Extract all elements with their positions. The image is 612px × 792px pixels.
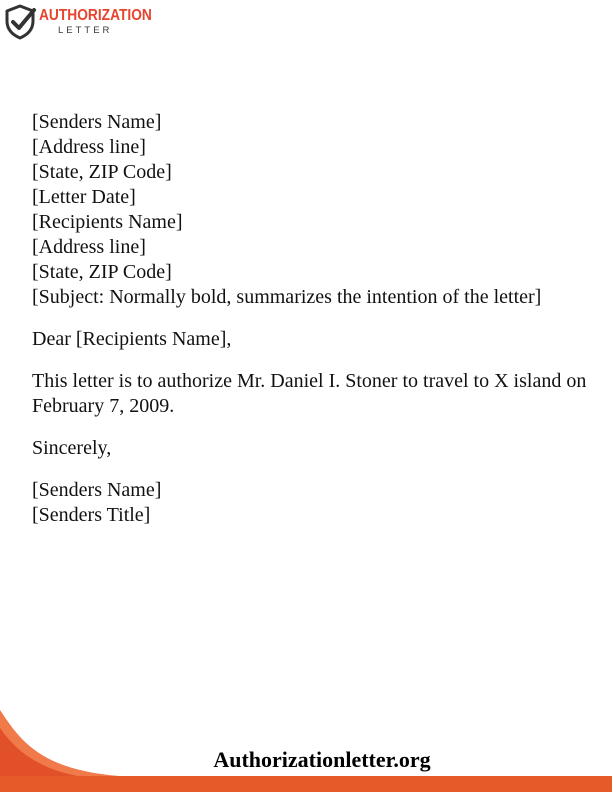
spacer <box>32 419 592 436</box>
brand-logo <box>3 4 152 40</box>
recipient-state-zip: [State, ZIP Code] <box>32 261 172 283</box>
signature-name: [Senders Name] <box>32 479 162 501</box>
subject-line: [Subject: Normally bold, summarizes the intention of the letter] <box>32 286 542 308</box>
recipient-address: [Address line] <box>32 236 146 258</box>
brand-name: AUTHORIZATION <box>39 7 152 24</box>
footer-band <box>0 776 612 792</box>
brand-subtitle: LETTER <box>58 25 113 36</box>
letter-body <box>32 110 592 528</box>
closing: Sincerely, <box>32 437 112 459</box>
footer-website: Authorizationletter.org <box>213 747 431 772</box>
sender-name: [Senders Name] <box>32 111 162 133</box>
recipient-name: [Recipients Name] <box>32 211 183 233</box>
shield-check-icon <box>3 4 37 40</box>
sender-address: [Address line] <box>32 136 146 158</box>
salutation: Dear [Recipients Name], <box>32 328 232 350</box>
sender-state-zip: [State, ZIP Code] <box>32 161 172 183</box>
letter-date: [Letter Date] <box>32 186 136 208</box>
spacer <box>32 310 592 327</box>
spacer <box>32 461 592 478</box>
spacer <box>32 352 592 369</box>
signature-title: [Senders Title] <box>32 504 151 526</box>
body-paragraph: This letter is to authorize Mr. Daniel I. Stoner to travel to X island on February 7, 2009. <box>32 370 587 417</box>
